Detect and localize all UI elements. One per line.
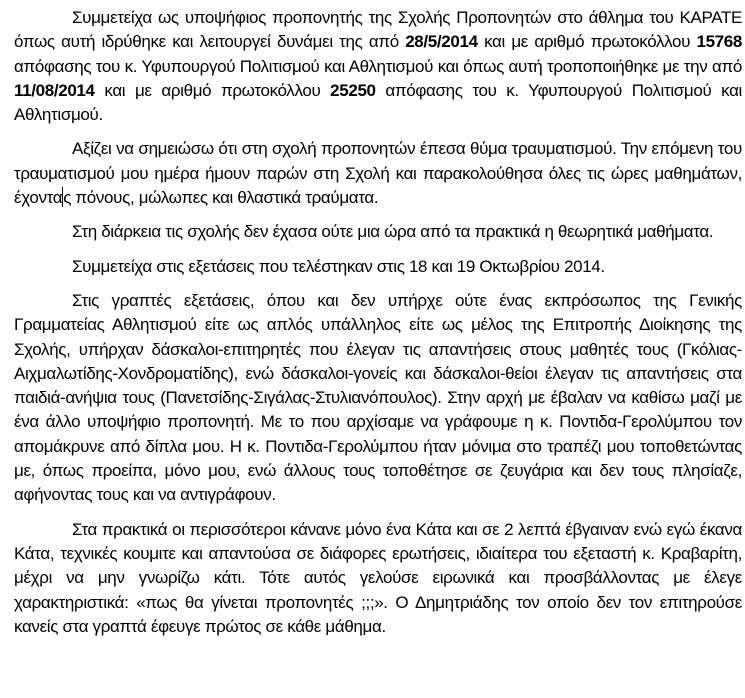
paragraph-written-exams: Στις γραπτές εξετάσεις, όπου και δεν υπήρχε ούτε ένας εκπρόσωπος της Γενικής Γραμματείας Αθλητισμού είτε ως απλός υπάλληλος είτε ως μέλος της Επιτροπής Διοίκησης της Σχολής, υπήρχαν δάσκαλοι-επιτηρητές που έλεγαν τις απαντήσεις στους μαθητές τους (Γκόλιας-Αιχμαλωτίδης-Χονδροματίδης), ενώ δάσκαλοι-γονείς και δάσκαλοι-θείοι έλεγαν τις απαντήσεις στα παιδιά-ανήψια τους (Πανετσίδης-Σιγάλας-Στυλιανόπουλος). Στην αρχή με έβαλαν να καθίσω μαζί με ένα άλλο υποψήφιο προπονητή. Με το που αρχίσαμε να γράφουμε η κ. Ποντιδα-Γερολύμπου τον απομάκρυνε από δίπλα μου. Η κ. Ποντιδα-Γερολύμπου ήταν μόνιμα στο τραπέζι μου τοποθετώντας με, όπως προείπα, μόνο μου, ενώ άλλους τους τοποθέτησε σε ζευγάρια και δεν τους πλησίαζε, αφήνοντας τους και να αντιγράφουν. xyxy=(14,290,742,505)
date-bold: 28/5/2014 xyxy=(405,32,478,52)
document-body[interactable] xyxy=(14,6,742,649)
text-segment: ς πόνους, μώλωπες και θλαστικά τραύματα. xyxy=(63,188,379,208)
text-segment: Συμμετείχα ως υποψήφιος προπονητής της Σχολής Προπονητών στο άθλημα του ΚΑΡΑΤΕ όπως αυτή ιδρύθηκε και λειτουργεί δυνάμει της από xyxy=(14,8,742,52)
date-bold: 11/08/2014 xyxy=(14,80,95,100)
text-segment: Αξίζει να σημειώσω ότι στη σχολή προπονητών έπεσα θύμα τραυματισμού. Την επόμενη του τραυματισμού μου ημέρα ήμουν παρών στη Σχολή και παρακολούθησα όλες τις ώρες μαθημάτων, έχοντα xyxy=(14,139,742,208)
paragraph-exams-date: Συμμετείχα στις εξετάσεις που τελέστηκαν στις 18 και 19 Οκτωβρίου 2014. xyxy=(72,256,605,276)
text-segment: και με αριθμό πρωτοκόλλου xyxy=(477,32,697,52)
text-segment: και με αριθμό πρωτοκόλλου xyxy=(94,80,331,100)
text-segment: απόφασης του κ. Υφυπουργού Πολιτισμού και Αθλητισμού. xyxy=(14,80,742,125)
paragraph-practical-exams: Στα πρακτικά οι περισσότεροι κάνανε μόνο ένα Κάτα και σε 2 λεπτά έβγαιναν ενώ εγώ έκανα Κάτα, τεχνικές κουμιτε και απαντούσα σε διάφορες ερωτήσεις, ιδιαίτερα του εξεταστή κ. Κραβαρίτη, μέχρι να μην γνωρίζω κάτι. Τότε αυτός γελούσε ειρωνικά και προσβάλλοντας με έλεγε χαρακτηριστικά: «πως θα γίνεται προπονητές ;;;». Ο Δημητριάδης τον οποίο δεν τον επιτηρούσε κανείς στα γραπτά έφευγε πρώτος σε κάθε μάθημα. xyxy=(14,519,742,636)
paragraph-injury xyxy=(14,137,742,210)
protocol-number-bold: 15768 xyxy=(696,32,742,52)
protocol-number-bold: 25250 xyxy=(330,80,376,100)
paragraph-participation xyxy=(14,6,742,127)
paragraph-attendance: Στη διάρκεια τις σχολής δεν έχασα ούτε μια ώρα από τα πρακτικά η θεωρητικά μαθήματα. xyxy=(72,222,714,242)
text-segment: απόφασης του κ. Υφυπουργού Πολιτισμού και Αθλητισμού και όπως αυτή τροποποιήθηκε με την από xyxy=(14,56,742,76)
